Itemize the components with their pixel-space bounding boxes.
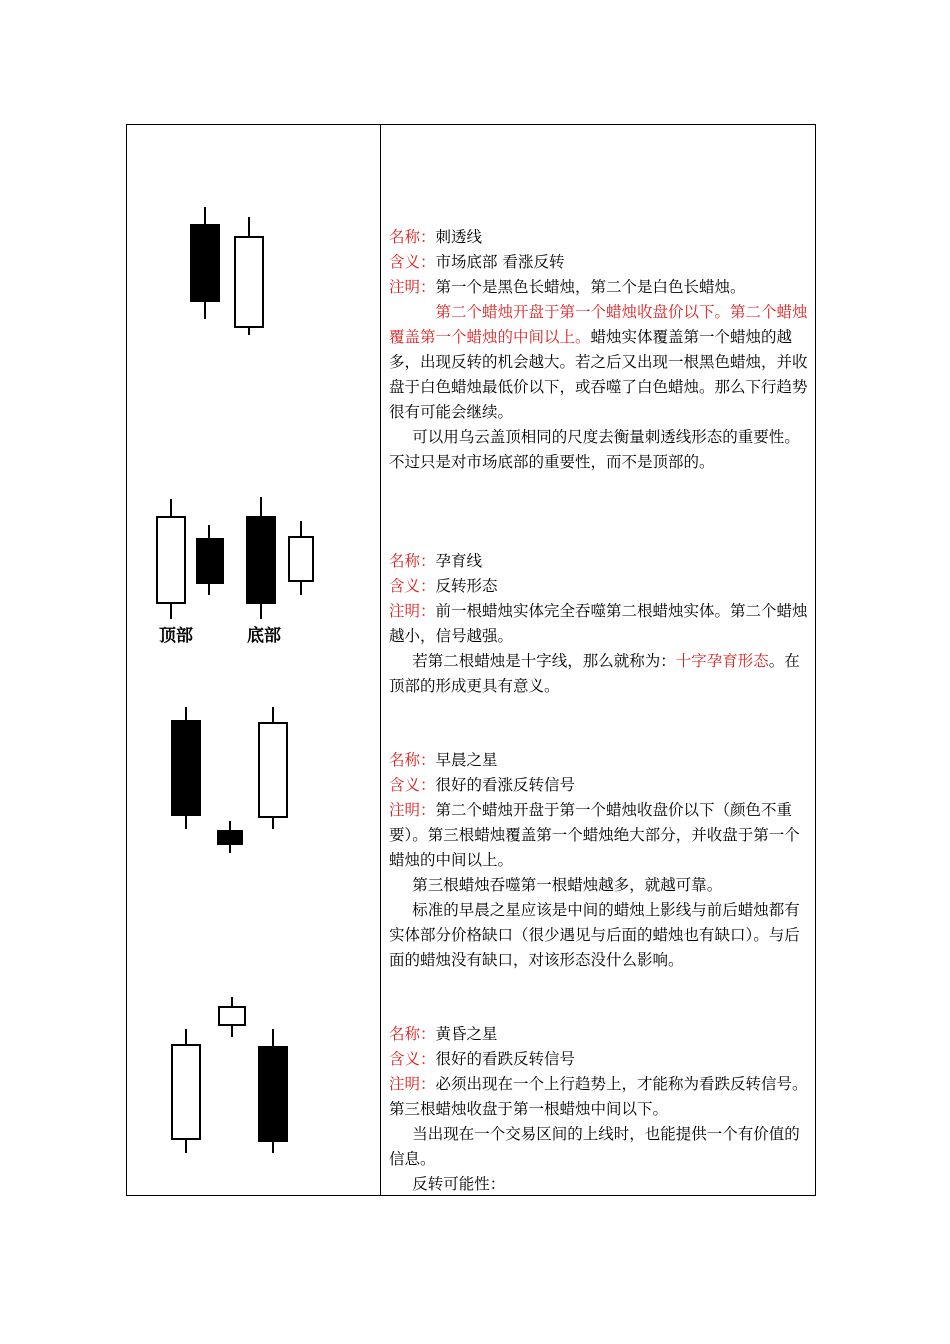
white-candle — [172, 1045, 200, 1139]
black-candle — [172, 721, 200, 815]
note-line: 注明：第二个蜡烛开盘于第一个蜡烛收盘价以下（颜色不重要）。第三根蜡烛覆盖第一个蜡烛绝大部分，并收盘于第一个蜡烛的中间以上。 — [389, 801, 800, 869]
extra-paragraph: 当出现在一个交易区间的上线时，也能提供一个有价值的信息。 — [389, 1125, 800, 1168]
section-morning-star — [389, 748, 813, 973]
extra-paragraph: 第三根蜡烛吞噬第一根蜡烛越多，就越可靠。 — [412, 876, 723, 894]
meaning-line: 含义：很好的看涨反转信号 — [389, 776, 576, 794]
extra-paragraph: 反转可能性： — [412, 1175, 506, 1193]
evening-star-figure — [172, 997, 287, 1153]
black-candle — [247, 517, 275, 603]
name-line: 名称：黄昏之星 — [389, 1025, 498, 1043]
section-harami — [389, 549, 813, 699]
white-candle — [259, 723, 287, 817]
small-black-candle — [218, 831, 242, 844]
harami-figure — [157, 497, 313, 646]
name-line: 名称：刺透线 — [389, 228, 483, 246]
extra-paragraph: 可以用乌云盖顶相同的尺度去衡量刺透线形态的重要性。不过只是对市场底部的重要性，而不是顶部的。 — [389, 428, 800, 471]
extra-paragraph: 标准的早晨之星应该是中间的蜡烛上影线与前后蜡烛都有实体部分价格缺口（很少遇见与后面的蜡烛也有缺口）。与后面的蜡烛没有缺口，对该形态没什么影响。 — [389, 901, 800, 969]
small-white-candle — [219, 1007, 245, 1025]
note-line: 注明：必须出现在一个上行趋势上，才能称为看跌反转信号。第三根蜡烛收盘于第一根蜡烛中间以下。 — [389, 1075, 808, 1118]
white-candle — [157, 517, 185, 603]
caption-top: 顶部 — [159, 626, 193, 646]
morning-star-figure — [172, 707, 287, 853]
meaning-line: 含义：市场底部 看涨反转 — [389, 253, 565, 271]
name-line: 名称：孕育线 — [389, 552, 483, 570]
column-divider — [380, 125, 381, 1195]
black-candle — [259, 1047, 287, 1141]
name-line: 名称：早晨之星 — [389, 751, 498, 769]
note-line: 注明：前一根蜡烛实体完全吞噬第二根蜡烛实体。第二个蜡烛越小，信号越强。 — [389, 602, 808, 645]
content-table — [126, 124, 816, 1196]
meaning-line: 含义：很好的看跌反转信号 — [389, 1050, 576, 1068]
candlestick-figures — [127, 125, 380, 1195]
note-paragraph: 第二个蜡烛开盘于第一个蜡烛收盘价以下。第二个蜡烛覆盖第一个蜡烛的中间以上。蜡烛实体覆盖第一个蜡烛的越多，出现反转的机会越大。若之后又出现一根黑色蜡烛，并收盘于白色蜡烛最低价以下，或吞噬了白色蜡烛。那么下行趋势很有可能会继续。 — [389, 303, 808, 421]
meaning-line: 含义：反转形态 — [389, 577, 498, 595]
extra-paragraph: 若第二根蜡烛是十字线，那么就称为：十字孕育形态。在顶部的形成更具有意义。 — [389, 652, 800, 695]
white-candle — [289, 537, 313, 581]
section-piercing-line — [389, 225, 813, 475]
note-line: 注明：第一个是黑色长蜡烛，第二个是白色长蜡烛。 — [389, 278, 746, 296]
piercing-line-figure — [191, 207, 263, 335]
caption-bottom: 底部 — [247, 626, 281, 646]
white-candle — [235, 237, 263, 327]
black-candle — [191, 225, 219, 301]
black-candle — [197, 539, 223, 583]
section-evening-star — [389, 1022, 813, 1197]
